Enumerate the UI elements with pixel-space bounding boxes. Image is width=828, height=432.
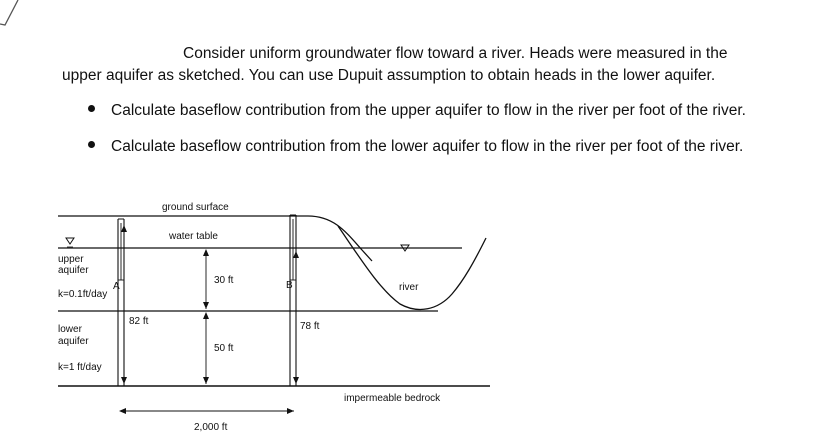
point-b-label: B — [286, 280, 293, 291]
point-a-label: A — [113, 281, 120, 292]
problem-intro-line-2: upper aquifer as sketched. You can use Dupuit assumption to obtain heads in the lower aquifer. — [62, 67, 716, 84]
lower-aquifer-label-2: aquifer — [58, 336, 89, 347]
upper-thickness-label: 30 ft — [214, 275, 234, 286]
water-table-label: water table — [169, 231, 218, 242]
head-a-label: 82 ft — [129, 316, 149, 327]
lower-k-label: k=1 ft/day — [58, 362, 102, 373]
bedrock-label: impermeable bedrock — [344, 393, 441, 404]
upper-k-label: k=0.1ft/day — [58, 289, 108, 300]
problem-intro-line-1: Consider uniform groundwater flow toward a river. Heads were measured in the — [183, 45, 728, 62]
piezometer-b — [290, 215, 296, 386]
lower-thickness-label: 50 ft — [214, 343, 234, 354]
task-text-lower: Calculate baseflow contribution from the lower aquifer to flow in the river per foot of the river. — [111, 138, 744, 155]
distance-label: 2,000 ft — [194, 422, 228, 432]
upper-aquifer-label-2: aquifer — [58, 265, 89, 276]
upper-aquifer-label-1: upper — [58, 254, 84, 265]
piezometer-a — [118, 219, 124, 386]
ground-surface-label: ground surface — [162, 202, 229, 213]
task-text-upper: Calculate baseflow contribution from the upper aquifer to flow in the river per foot of the river. — [111, 102, 746, 119]
river-label: river — [399, 282, 419, 293]
water-table-symbol-left — [66, 238, 74, 244]
head-b-label: 78 ft — [300, 321, 320, 332]
river-channel — [338, 226, 486, 309]
lower-aquifer-label-1: lower — [58, 324, 82, 335]
